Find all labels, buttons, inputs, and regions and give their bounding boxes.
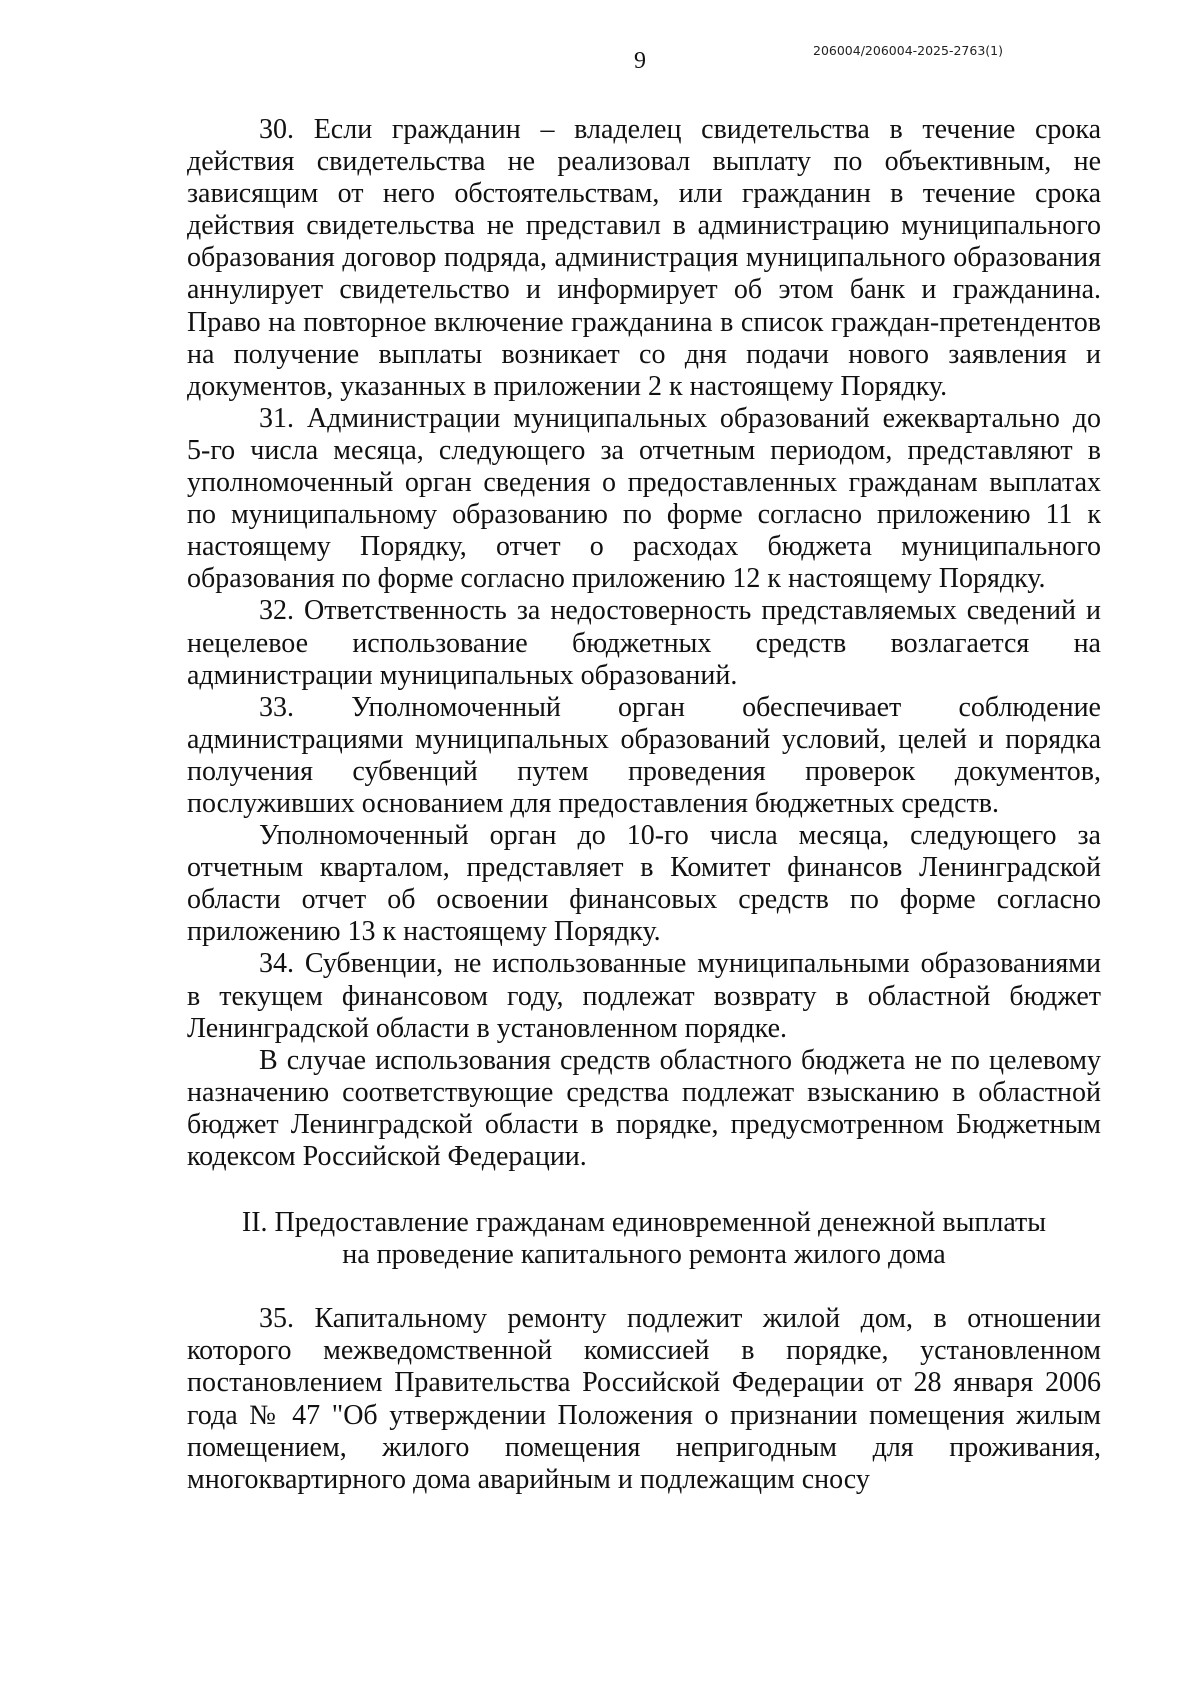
paragraph-33-continued: Уполномоченный орган до 10-го числа месяца, следующего за отчетным кварталом, представляет в Комитет финансов Ленинградской области отчет об освоении финансовых средств по форме согласно приложению 13 к настоящему Порядку.	[187, 820, 1101, 948]
document-body	[187, 114, 1101, 1496]
document-id: 206004/206004-2025-2763(1)	[813, 43, 1003, 58]
paragraph-31: 31. Администрации муниципальных образований ежеквартально до 5-го числа месяца, следующего за отчетным периодом, представляют в уполномоченный орган сведения о предоставленных гражданам выплатах по муниципальному образованию по форме согласно приложению 11 к настоящему Порядку, отчет о расходах бюджета муниципального образования по форме согласно приложению 12 к настоящему Порядку.	[187, 402, 1101, 595]
paragraph-35: 35. Капитальному ремонту подлежит жилой дом, в отношении которого межведомственной комиссией в порядке, установленном постановлением Правительства Российской Федерации от 28 января 2006 года № 47 "Об утверждении Положения о признании помещения жилым помещением, жилого помещения непригодным для проживания, многоквартирного дома аварийным и подлежащим сносу	[187, 1303, 1101, 1495]
paragraph-30: 30. Если гражданин – владелец свидетельства в течение срока действия свидетельства не реализовал выплату по объективным, не зависящим от него обстоятельствам, или гражданин в течение срока действия свидетельства не представил в администрацию муниципального образования договор подряда, администрация муниципального образования аннулирует свидетельство и информирует об этом банк и гражданина. Право на повторное включение гражданина в список граждан-претендентов на получение выплаты возникает со дня подачи нового заявления и документов, указанных в приложении 2 к настоящему Порядку.	[187, 114, 1101, 402]
page-number: 9	[634, 48, 646, 74]
paragraph-34: 34. Субвенции, не использованные муниципальными образованиями в текущем финансовом году, подлежат возврату в областной бюджет Ленинградской области в установленном порядке.	[187, 948, 1101, 1044]
paragraph-32: 32. Ответственность за недостоверность представляемых сведений и нецелевое использование бюджетных средств возлагается на администрации муниципальных образований.	[187, 595, 1101, 691]
section-heading-line-2: на проведение капитального ремонта жилого дома	[342, 1239, 946, 1271]
paragraph-34-continued: В случае использования средств областного бюджета не по целевому назначению соответствующие средства подлежат взысканию в областной бюджет Ленинградской области в порядке, предусмотренном Бюджетным кодексом Российской Федерации.	[187, 1044, 1101, 1172]
section-heading	[187, 1173, 1101, 1303]
section-heading-line-1: II. Предоставление гражданам единовременной денежной выплаты	[241, 1207, 1047, 1239]
paragraph-33: 33. Уполномоченный орган обеспечивает соблюдение администрациями муниципальных образований условий, целей и порядка получения субвенций путем проведения проверок документов, послуживших основанием для предоставления бюджетных средств.	[187, 691, 1101, 819]
